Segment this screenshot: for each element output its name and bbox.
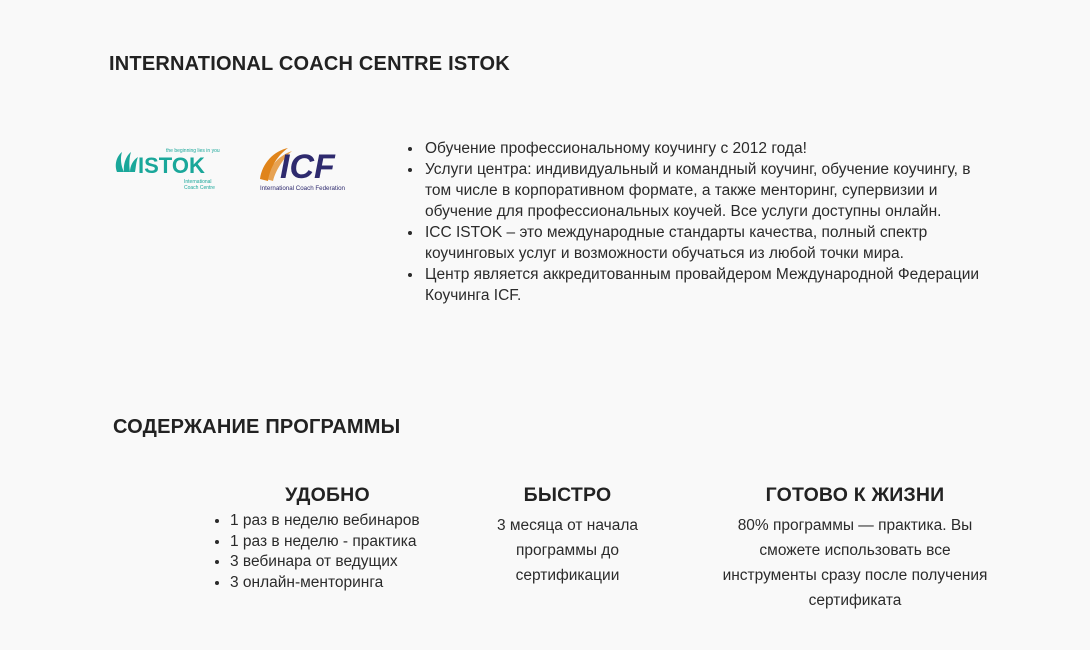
feature-title: БЫСТРО bbox=[523, 484, 612, 506]
intro-list bbox=[405, 138, 983, 306]
feature-item: • 1 раз в неделю - практика bbox=[230, 532, 445, 553]
feature-text: 80% программы — практика. Вы сможете использовать все инструменты сразу после получения сертификата bbox=[722, 517, 988, 609]
feature-fast bbox=[470, 484, 665, 588]
istok-logo bbox=[114, 144, 234, 196]
icf-sub: International Coach Federation bbox=[260, 185, 345, 192]
intro-item: • ICC ISTOK – это международные стандарты качества, полный спектр коучинговых услуг и возможности обучаться из любой точки мира. bbox=[423, 222, 983, 264]
istok-tagline: the beginning lies in you bbox=[166, 148, 220, 154]
feature-list bbox=[210, 511, 445, 593]
feature-convenient bbox=[210, 484, 445, 593]
page-title: INTERNATIONAL COACH CENTRE ISTOK bbox=[109, 53, 510, 75]
feature-title: УДОБНО bbox=[285, 484, 370, 506]
istok-name: ISTOK bbox=[138, 153, 205, 178]
feature-ready bbox=[705, 484, 1005, 613]
feature-title: ГОТОВО К ЖИЗНИ bbox=[765, 484, 945, 506]
program-title: СОДЕРЖАНИЕ ПРОГРАММЫ bbox=[113, 416, 401, 438]
intro-item: • Услуги центра: индивидуальный и командный коучинг, обучение коучингу, в том числе в корпоративном формате, а также менторинг, супервизии и обучение для профессиональных коучей. Все услуги доступны онлайн. bbox=[423, 159, 983, 222]
feature-text: 3 месяца от начала программы до сертификации bbox=[496, 517, 639, 584]
intro-item: • Обучение профессиональному коучингу с 2012 года! bbox=[423, 138, 983, 159]
intro-item: • Центр является аккредитованным провайдером Международной Федерации Коучинга ICF. bbox=[423, 264, 983, 306]
icf-name: ICF bbox=[280, 148, 335, 186]
istok-leaf-icon bbox=[116, 152, 124, 172]
feature-item: • 1 раз в неделю вебинаров bbox=[230, 511, 445, 532]
feature-item: • 3 онлайн-менторинга bbox=[230, 573, 445, 594]
istok-sub-line2: Coach Centre bbox=[184, 185, 215, 191]
istok-sub-line1: International bbox=[184, 179, 212, 185]
feature-item: • 3 вебинара от ведущих bbox=[230, 552, 445, 573]
icf-logo bbox=[258, 143, 373, 195]
